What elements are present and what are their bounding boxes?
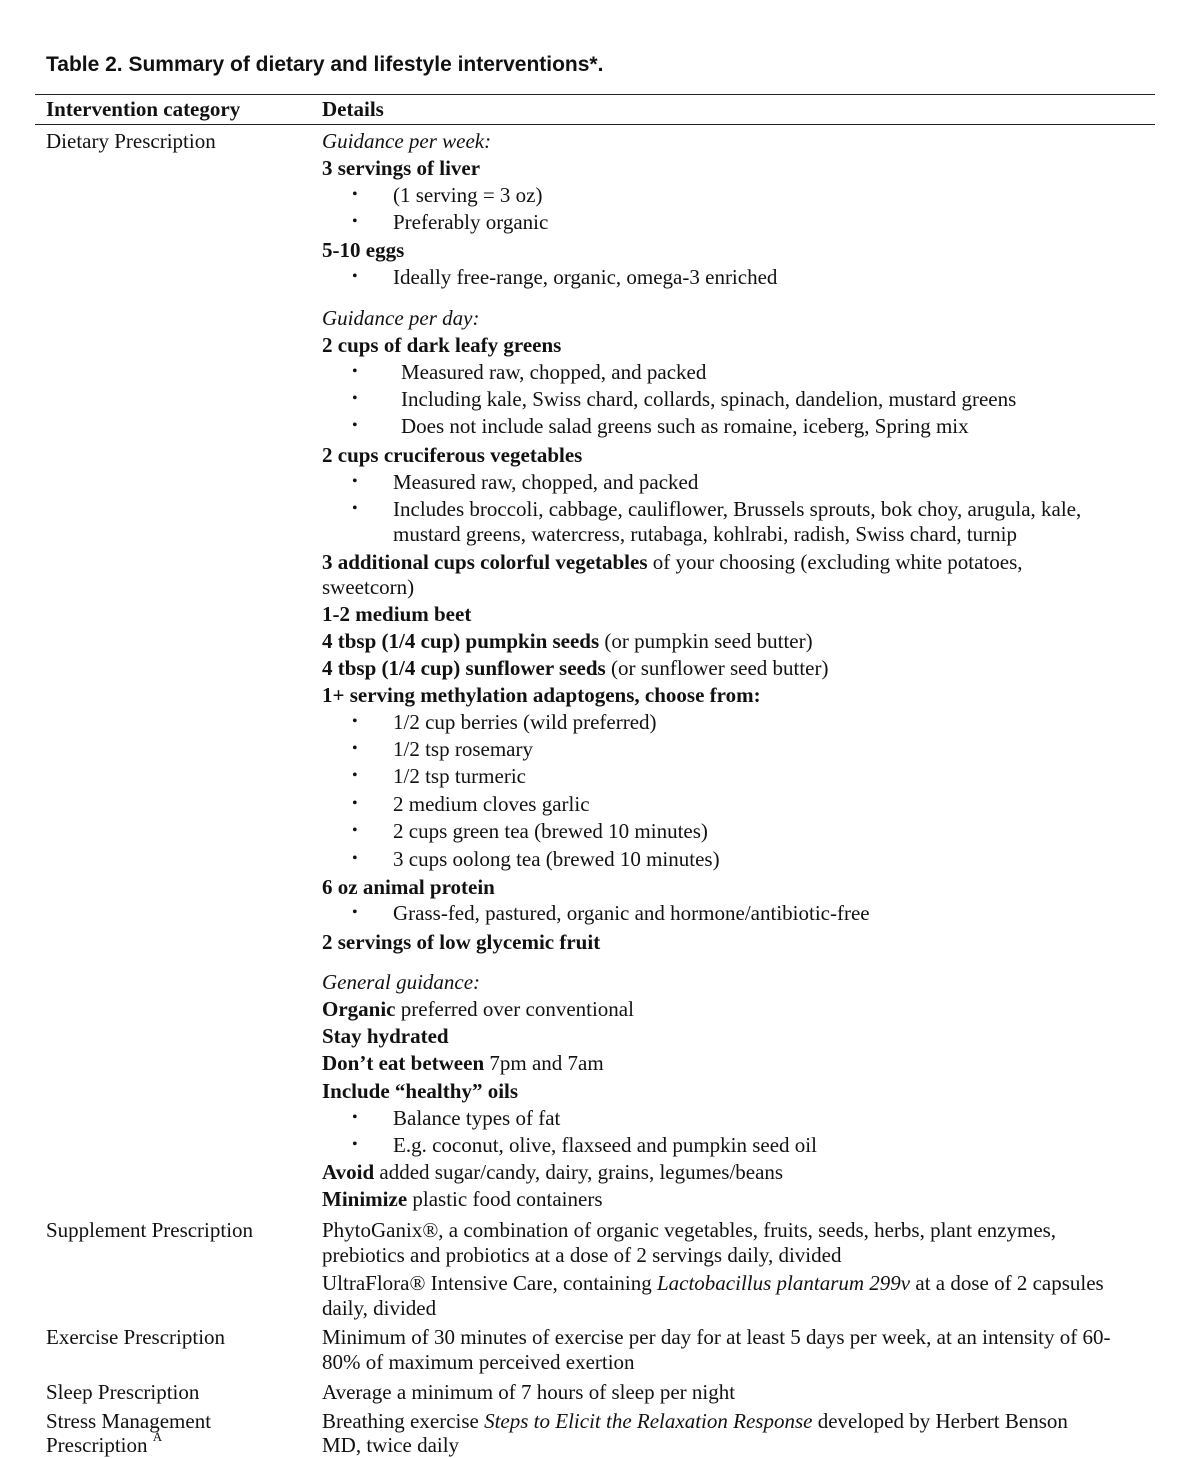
sunflower-rest: (or sunflower seed butter)	[605, 656, 829, 680]
supplement-text: UltraFlora® Intensive Care, containing	[322, 1271, 657, 1295]
eggs-heading: 5-10 eggs	[322, 238, 405, 262]
dont-eat-bold: Don’t eat between	[322, 1051, 485, 1075]
avoid-rest: added sugar/candy, dairy, grains, legumes/beans	[374, 1160, 784, 1184]
sleep-line-1: Average a minimum of 7 hours of sleep per night	[322, 1380, 736, 1404]
header-details: Details	[322, 97, 384, 121]
pumpkin-line	[322, 629, 813, 654]
hydrated-line: Stay hydrated	[322, 1024, 449, 1048]
bullet-icon: •	[352, 473, 358, 490]
stress-text: developed by Herbert Benson	[812, 1409, 1068, 1433]
list-item: 3 cups oolong tea (brewed 10 minutes)	[393, 847, 720, 871]
fruit-heading: 2 servings of low glycemic fruit	[322, 930, 601, 954]
list-item: 1/2 tsp rosemary	[393, 737, 533, 761]
exercise-line-1: Minimum of 30 minutes of exercise per day for at least 5 days per week, at an intensity of 60-	[322, 1325, 1111, 1349]
header-rule	[35, 124, 1155, 125]
list-item: 1/2 tsp turmeric	[393, 764, 526, 788]
colorful-line	[322, 550, 1023, 575]
pumpkin-rest: (or pumpkin seed butter)	[599, 629, 813, 653]
week-heading: Guidance per week:	[322, 129, 492, 153]
list-item: Includes broccoli, cabbage, cauliflower, Brussels sprouts, bok choy, arugula, kale,	[393, 497, 1082, 521]
category-stress: Stress Management	[46, 1409, 212, 1433]
exercise-title: Steps to Elicit the Relaxation Response	[484, 1409, 813, 1433]
day-heading: Guidance per day:	[322, 306, 480, 330]
colorful-line-2: sweetcorn)	[322, 575, 415, 599]
top-rule	[35, 94, 1155, 95]
stress-text: Breathing exercise	[322, 1409, 485, 1433]
minimize-line	[322, 1187, 603, 1212]
bullet-icon: •	[352, 417, 358, 434]
supplement-line-2: prebiotics and probiotics at a dose of 2 servings daily, divided	[322, 1243, 842, 1267]
organic-rest: preferred over conventional	[395, 997, 634, 1021]
avoid-bold: Avoid	[322, 1160, 375, 1184]
species-name: Lactobacillus plantarum 299v	[656, 1271, 911, 1295]
list-item: Balance types of fat	[393, 1106, 561, 1130]
list-item: Does not include salad greens such as romaine, iceberg, Spring mix	[401, 414, 969, 438]
minimize-bold: Minimize	[322, 1187, 408, 1211]
supplement-line-3	[322, 1271, 1104, 1296]
dont-eat-rest: 7pm and 7am	[484, 1051, 604, 1075]
list-item: 1/2 cup berries (wild preferred)	[393, 710, 657, 734]
bullet-icon: •	[352, 1109, 358, 1126]
bullet-icon: •	[352, 213, 358, 230]
bullet-icon: •	[352, 363, 358, 380]
category-exercise: Exercise Prescription	[46, 1325, 226, 1349]
bullet-icon: •	[352, 822, 358, 839]
pumpkin-bold: 4 tbsp (1/4 cup) pumpkin seeds	[322, 629, 600, 653]
bullet-icon: •	[352, 268, 358, 285]
stress-line-2: MD, twice daily	[322, 1433, 460, 1457]
bullet-icon: •	[352, 390, 358, 407]
list-item: 2 cups green tea (brewed 10 minutes)	[393, 819, 708, 843]
bullet-icon: •	[352, 500, 358, 517]
colorful-rest: of your choosing (excluding white potatoes,	[647, 550, 1023, 574]
minimize-rest: plastic food containers	[407, 1187, 603, 1211]
list-item: Including kale, Swiss chard, collards, spinach, dandelion, mustard greens	[401, 387, 1017, 411]
organic-line	[322, 997, 634, 1022]
protein-heading: 6 oz animal protein	[322, 875, 495, 899]
category-sleep: Sleep Prescription	[46, 1380, 200, 1404]
bullet-icon: •	[352, 713, 358, 730]
table-title: Table 2. Summary of dietary and lifestyle interventions*.	[46, 53, 604, 76]
cruciferous-heading: 2 cups cruciferous vegetables	[322, 443, 583, 467]
supplement-line-4: daily, divided	[322, 1296, 437, 1320]
avoid-line	[322, 1160, 783, 1185]
list-item: Grass-fed, pastured, organic and hormone/antibiotic-free	[393, 901, 870, 925]
list-item: Ideally free-range, organic, omega-3 enriched	[393, 265, 778, 289]
sunflower-bold: 4 tbsp (1/4 cup) sunflower seeds	[322, 656, 606, 680]
category-supplement: Supplement Prescription	[46, 1218, 254, 1242]
sunflower-line	[322, 656, 829, 681]
supplement-text: at a dose of 2 capsules	[910, 1271, 1104, 1295]
bullet-icon: •	[352, 850, 358, 867]
bullet-icon: •	[352, 904, 358, 921]
exercise-line-2: 80% of maximum perceived exertion	[322, 1350, 635, 1374]
bullet-icon: •	[352, 767, 358, 784]
adaptogens-heading: 1+ serving methylation adaptogens, choose from:	[322, 683, 761, 707]
list-item: E.g. coconut, olive, flaxseed and pumpkin seed oil	[393, 1133, 817, 1157]
list-item-continuation: mustard greens, watercress, rutabaga, kohlrabi, radish, Swiss chard, turnip	[393, 522, 1017, 546]
supplement-line-1: PhytoGanix®, a combination of organic vegetables, fruits, seeds, herbs, plant enzymes,	[322, 1218, 1057, 1242]
list-item: Measured raw, chopped, and packed	[393, 470, 699, 494]
header-category: Intervention category	[46, 97, 241, 121]
list-item: 2 medium cloves garlic	[393, 792, 590, 816]
footnote-marker: A	[152, 1429, 163, 1444]
beet-line: 1-2 medium beet	[322, 602, 472, 626]
oils-heading: Include “healthy” oils	[322, 1079, 519, 1103]
general-heading: General guidance:	[322, 970, 481, 994]
greens-heading: 2 cups of dark leafy greens	[322, 333, 562, 357]
list-item: Measured raw, chopped, and packed	[401, 360, 707, 384]
category-dietary: Dietary Prescription	[46, 129, 216, 153]
bullet-icon: •	[352, 186, 358, 203]
liver-heading: 3 servings of liver	[322, 156, 481, 180]
bullet-icon: •	[352, 740, 358, 757]
category-stress-text: Prescription	[46, 1433, 148, 1457]
list-item: (1 serving = 3 oz)	[393, 183, 543, 207]
stress-line-1	[322, 1409, 1068, 1434]
list-item: Preferably organic	[393, 210, 549, 234]
dont-eat-line	[322, 1051, 604, 1076]
colorful-bold: 3 additional cups colorful vegetables	[322, 550, 648, 574]
bullet-icon: •	[352, 1136, 358, 1153]
category-stress-line-2	[46, 1429, 163, 1458]
bullet-icon: •	[352, 795, 358, 812]
organic-bold: Organic	[322, 997, 396, 1021]
